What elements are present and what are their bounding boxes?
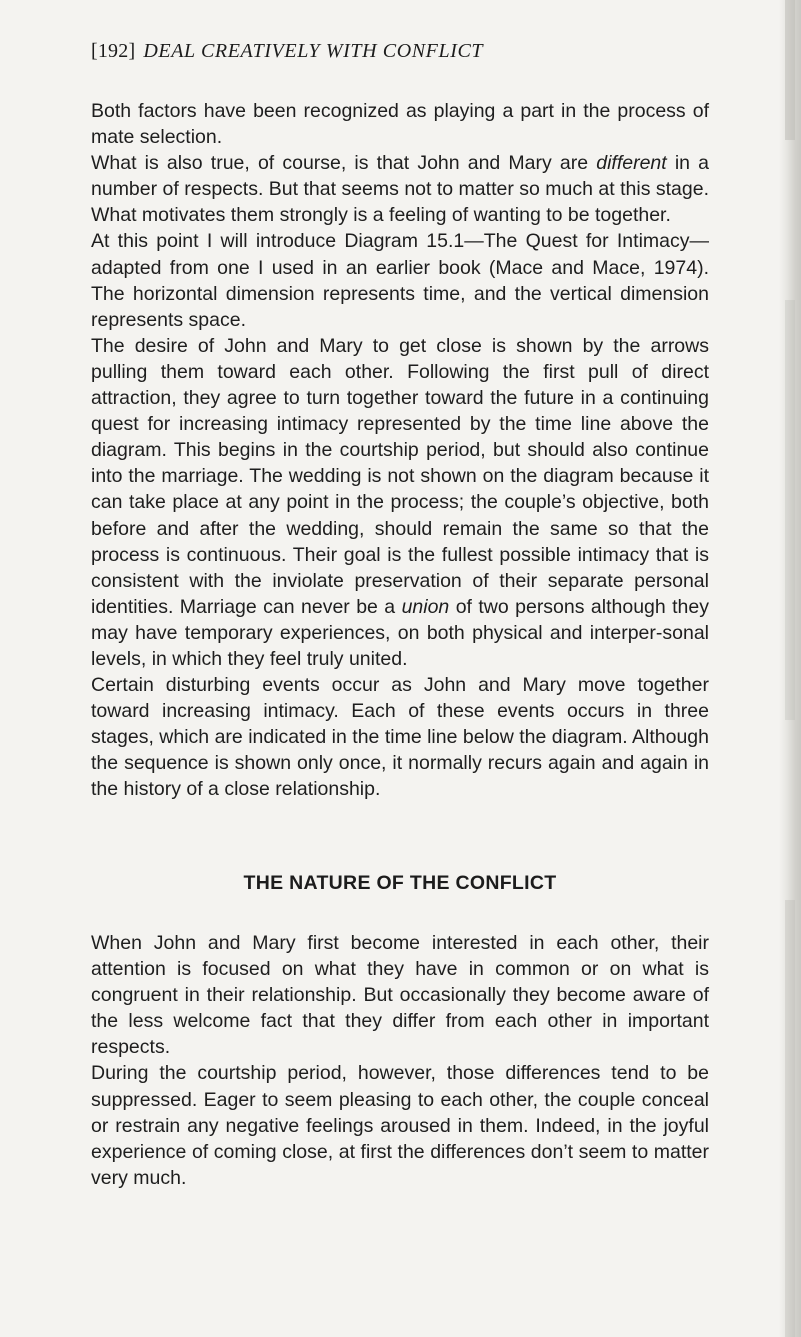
section-heading: THE NATURE OF THE CONFLICT: [243, 872, 557, 894]
running-title: DEAL CREATIVELY WITH CONFLICT: [143, 40, 484, 62]
running-header: [91, 40, 483, 63]
body-text-top: [91, 98, 709, 803]
page-number: [192]: [91, 40, 136, 62]
paragraph: Both factors have been recognized as playing a part in the process of mate selection.: [91, 100, 709, 149]
paragraph: Certain disturbing events occur as John and Mary move together toward increasing intimacy. Each of these events occurs in three stages, which are indicated in the time line below the diagram. Although the sequence is shown only once, it normally recurs again and again in the history of a close relationship.: [91, 674, 709, 801]
emphasis: different: [596, 152, 667, 175]
paragraph: When John and Mary first become interested in each other, their attention is focused on what they have in common or on what is congruent in their relationship. But occasionally they become aware of the less welcome fact that they differ from each other in important respects.: [91, 932, 709, 1059]
paragraph: During the courtship period, however, those differences tend to be suppressed. Eager to seem pleasing to each other, the couple conceal or restrain any negative feelings aroused in them. Indeed, in the joyful experience of coming close, at first the differences don’t seem to matter very much.: [91, 1062, 709, 1189]
page-edge-shadow: [779, 0, 801, 1337]
paragraph: The desire of John and Mary to get close is shown by the arrows pulling them toward each other. Following the first pull of direct attraction, they agree to turn together toward the future in a continuing quest for increasing intimacy represented by the time line above the diagram. This begins in the courtship period, but should also continue into the marriage. The wedding is not shown on the diagram because it can take place at any point in the process; the couple’s objective, both before and after the wedding, should remain the same so that the process is continuous. Their goal is the fullest possible intimacy that is consistent with the inviolate preservation of their separate personal identities. Marriage can never be a union of two persons although they may have temporary experiences, on both physical and interper-sonal levels, in which they feel truly united.: [91, 334, 710, 670]
paragraph: What is also true, of course, is that John and Mary are different in a number of respects. But that seems not to matter so much at this stage. What motivates them strongly is a feeling of wanting to be together.: [91, 152, 709, 227]
body-text-bottom: [91, 930, 709, 1191]
paragraph: At this point I will introduce Diagram 15.1—The Quest for Intimacy—adapted from one I used in an earlier book (Mace and Mace, 1974). The horizontal dimension represents time, and the vertical dimension represents space.: [91, 230, 709, 331]
emphasis: union: [401, 595, 450, 618]
